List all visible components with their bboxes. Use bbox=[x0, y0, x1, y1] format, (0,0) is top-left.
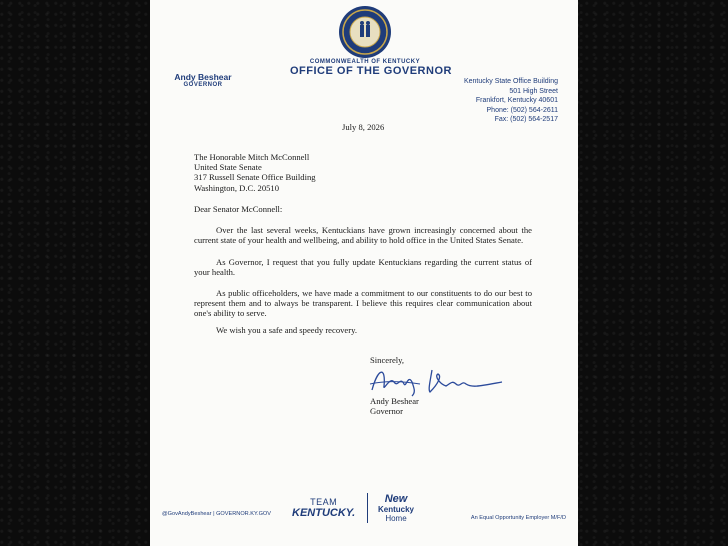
commonwealth-label: COMMONWEALTH OF KENTUCKY bbox=[309, 59, 421, 65]
recipient-line: Washington, D.C. 20510 bbox=[194, 182, 280, 193]
salutation: Dear Senator McConnell: bbox=[194, 204, 283, 214]
paragraph: As public officeholders, we have made a commitment to our constituents to do our best to represent them and to always be transparent. I believe this requires clear communication about one's ability to serve. bbox=[194, 288, 532, 319]
address-line: 501 High Street bbox=[509, 87, 558, 95]
office-title: OFFICE OF THE GOVERNOR bbox=[290, 65, 452, 77]
fax-line: Fax: (502) 564-2517 bbox=[494, 116, 558, 124]
signer-block bbox=[370, 396, 419, 416]
governor-title: GOVERNOR bbox=[183, 82, 223, 88]
handwritten-signature bbox=[368, 362, 508, 398]
kentucky-word: Kentucky bbox=[377, 505, 414, 514]
office-address bbox=[464, 77, 558, 125]
kentucky-seal-icon bbox=[338, 5, 392, 59]
closing: Sincerely, bbox=[370, 355, 405, 365]
social-handle: @GovAndyBeshear | GOVERNOR.KY.GOV bbox=[162, 511, 271, 517]
recipient-line: United State Senate bbox=[194, 162, 262, 173]
recipient-line: 317 Russell Senate Office Building bbox=[194, 172, 316, 183]
paragraph: Over the last several weeks, Kentuckians have grown increasingly concerned about the current state of your health and wellbeing, and ability to hold office in the United States Senate. bbox=[194, 225, 532, 246]
paragraph: As Governor, I request that you fully update Kentuckians regarding the current status of your health. bbox=[194, 257, 532, 278]
new-line: New bbox=[384, 493, 408, 505]
equal-opportunity-notice: An Equal Opportunity Employer M/F/D bbox=[470, 515, 566, 521]
address-line: Kentucky State Office Building bbox=[463, 78, 558, 85]
team-kentucky-logo bbox=[292, 497, 355, 519]
office-header bbox=[290, 59, 452, 77]
letter-date: July 8, 2026 bbox=[342, 122, 385, 132]
paragraph: We wish you a safe and speedy recovery. bbox=[216, 325, 357, 335]
home-word: Home bbox=[385, 514, 407, 523]
footer-divider bbox=[367, 493, 368, 523]
letter-page bbox=[150, 0, 578, 546]
phone-line: Phone: (502) 564-2611 bbox=[486, 106, 558, 114]
address-line: Frankfort, Kentucky 40601 bbox=[475, 97, 558, 105]
governor-name: Andy Beshear bbox=[174, 72, 232, 82]
kentucky-line: KENTUCKY. bbox=[292, 507, 356, 519]
governor-header bbox=[172, 72, 234, 88]
new-kentucky-home-logo bbox=[372, 494, 420, 523]
signer-title: Governor bbox=[370, 406, 403, 417]
team-line: TEAM bbox=[310, 497, 338, 507]
recipient-address bbox=[194, 152, 532, 193]
recipient-line: The Honorable Mitch McConnell bbox=[194, 152, 310, 162]
signer-name: Andy Beshear bbox=[370, 396, 419, 406]
